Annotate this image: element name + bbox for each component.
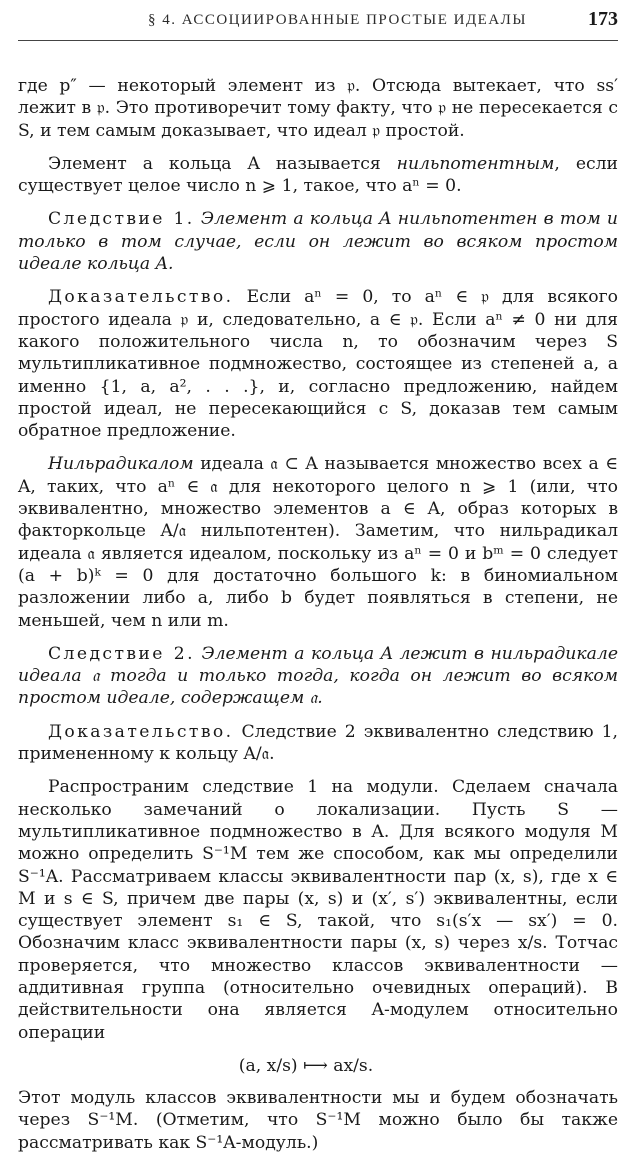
proof-1-text: Если aⁿ = 0, то aⁿ ∈ 𝔭 для всякого простого идеала 𝔭 и, следовательно, a ∈ 𝔭. Если aⁿ ≠ 0 ни для какого положительного числа n, то обозначим через S мультипликативное подмножество, состоящее из степеней a, а именно {1, a, a², . . .}, и, согласно предложению, найдем простой идеал, не пересекающийся с S, доказав тем самым обратное предложение. — [18, 287, 618, 442]
corollary-2-text: Элемент a кольца A лежит в нильрадикале идеала 𝔞 тогда и только тогда, когда он лежит во всяком простом идеале, содержащем 𝔞. — [18, 643, 618, 709]
proof-1-label: Доказательство. — [48, 287, 234, 308]
term-nilradical: Нильрадикалом — [48, 454, 194, 475]
running-head: § 4. АССОЦИИРОВАННЫЕ ПРОСТЫЕ ИДЕАЛЫ — [148, 12, 527, 28]
body-text — [18, 75, 618, 1154]
term-nilpotent: нильпотентным — [396, 153, 555, 174]
paragraph-nilradical-definition — [18, 453, 618, 631]
proof-2-text: Следствие 2 эквивалентно следствию 1, примененному к кольцу A/𝔞. — [18, 721, 618, 765]
formula-module-operation: (a, x/s) ⟼ ax/s. — [238, 1055, 374, 1076]
corollary-1-label: Следствие 1. — [48, 209, 195, 230]
page-number: 173 — [588, 8, 618, 30]
paragraph-1: где p″ — некоторый элемент из 𝔭. Отсюда вытекает, что ss′ лежит в 𝔭. Это противоречит тому факту, что 𝔭 не пересекается с S, и тем самым доказывает, что идеал 𝔭 простой. — [18, 76, 618, 141]
paragraph-localization: Распространим следствие 1 на модули. Сделаем сначала несколько замечаний о локализации. Пусть S — мультипликативное подмножество в A. Для всякого модуля M можно определить S⁻¹M тем же способом, как мы определили S⁻¹A. Рассматриваем классы эквивалентности пар (x, s), где x ∈ M и s ∈ S, причем две пары (x, s) и (x′, s′) эквивалентны, если существует элемент s₁ ∈ S, такой, что s₁(s′x — sx′) = 0. Обозначим класс эквивалентности пары (x, s) через x/s. Тотчас проверяется, что множество классов эквивалентности — аддитивная группа (относительно очевидных операций). В действительности она является A-модулем относительно операции — [18, 777, 618, 1043]
corollary-1-text: Элемент a кольца A нильпотентен в том и только в том случае, если он лежит во всяком простом идеале кольца A. — [18, 209, 618, 275]
proof-1 — [18, 286, 618, 442]
corollary-1 — [18, 208, 618, 275]
definition-tail: , если существует целое число n ⩾ 1, такое, что aⁿ = 0. — [18, 153, 618, 197]
proof-2 — [18, 721, 618, 766]
page-header — [18, 6, 618, 41]
paragraph-module-notation: Этот модуль классов эквивалентности мы и будем обозначать через S⁻¹M. (Отметим, что S⁻¹M можно было бы также рассматривать как S⁻¹A-модуль.) — [18, 1088, 618, 1153]
proof-2-label: Доказательство. — [48, 721, 234, 742]
definition-lead: Элемент a кольца A называется — [48, 153, 397, 174]
nilradical-text: идеала 𝔞 ⊂ A называется множество всех a ∈ A, таких, что aⁿ ∈ 𝔞 для некоторого целого n ⩾ 1 (или, что эквивалентно, множество элементов a ∈ A, образ которых в факторкольце A/𝔞 нильпотентен). Заметим, что нильрадикал идеала 𝔞 является идеалом, поскольку из aⁿ = 0 и bᵐ = 0 следует (a + b)ᵏ = 0 для достаточно большого k: в биномиальном разложении либо a, либо b будет появляться в степени, не меньшей, чем n или m. — [18, 454, 618, 631]
corollary-2-label: Следствие 2. — [48, 643, 195, 664]
corollary-2 — [18, 643, 618, 710]
paragraph-nilpotent-definition — [18, 153, 618, 198]
